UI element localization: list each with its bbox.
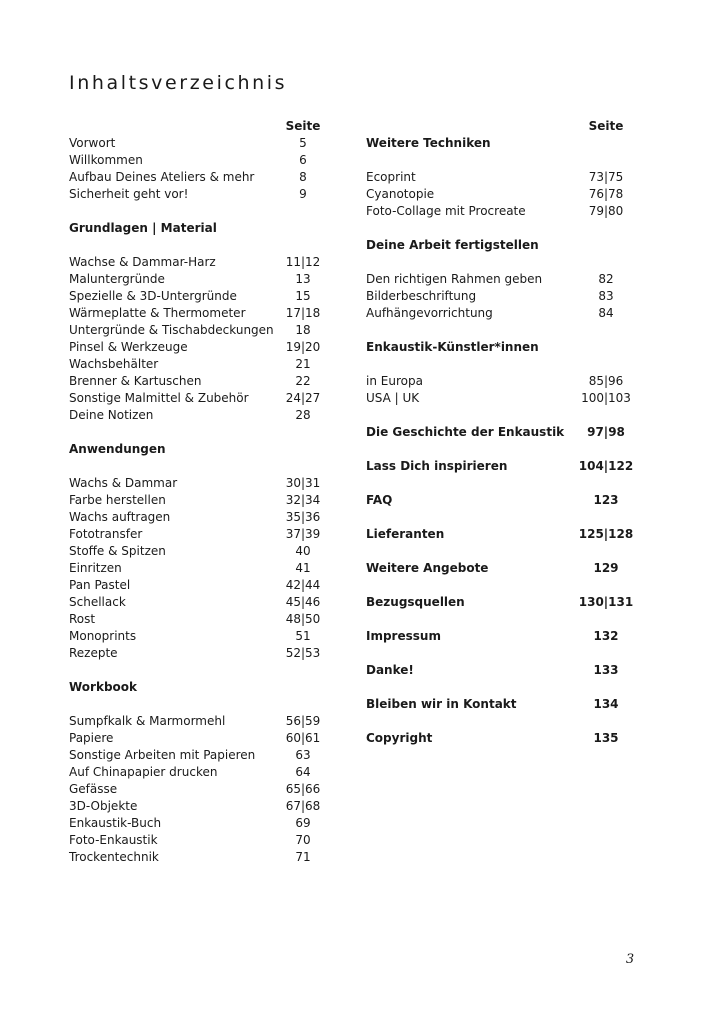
- toc-section-heading: [366, 730, 638, 747]
- toc-entry-page: 73|75: [588, 170, 624, 184]
- toc-entry-label: Enkaustik-Künstler*innen: [366, 340, 539, 354]
- toc-entry: [69, 254, 329, 271]
- toc-entry-label: Lass Dich inspirieren: [366, 459, 508, 473]
- toc-spacer: [366, 254, 638, 271]
- toc-spacer: [69, 458, 329, 475]
- toc-entry-page: 9: [299, 187, 307, 201]
- toc-entry-label: Anwendungen: [69, 442, 166, 456]
- toc-spacer: [366, 679, 638, 696]
- toc-entry-label: Untergründe & Tischabdeckungen: [69, 323, 274, 337]
- toc-section-heading: [69, 220, 329, 237]
- toc-section-heading: [69, 679, 329, 696]
- toc-spacer: [366, 611, 638, 628]
- toc-entry-page: 28: [295, 408, 311, 422]
- toc-entry: [69, 169, 329, 186]
- toc-section-heading: [366, 526, 638, 543]
- toc-entry: [69, 543, 329, 560]
- toc-entry: [69, 288, 329, 305]
- toc-entry: [69, 611, 329, 628]
- toc-entry-label: Fototransfer: [69, 527, 143, 541]
- toc-entry-label: Pan Pastel: [69, 578, 131, 592]
- toc-entry-page: 100|103: [581, 391, 631, 405]
- toc-entry: [69, 509, 329, 526]
- toc-entry-page: 19|20: [285, 340, 321, 354]
- toc-entry: [69, 747, 329, 764]
- toc-entry-page: 22: [295, 374, 311, 388]
- toc-entry-label: Rost: [69, 612, 96, 626]
- toc-entry-page: 76|78: [588, 187, 624, 201]
- toc-entry-page: 13: [295, 272, 311, 286]
- toc-entry-label: Rezepte: [69, 646, 118, 660]
- toc-spacer: [69, 424, 329, 441]
- toc-entry-page: 21: [295, 357, 311, 371]
- toc-entry-label: Lieferanten: [366, 527, 445, 541]
- toc-entry-label: Aufhängevorrichtung: [366, 306, 493, 320]
- seite-header: Seite: [588, 119, 624, 133]
- toc-entry-page: 41: [295, 561, 311, 575]
- toc-entry: [69, 390, 329, 407]
- toc-entry-page: 85|96: [588, 374, 624, 388]
- toc-entry-label: Sumpfkalk & Marmormehl: [69, 714, 226, 728]
- toc-spacer: [366, 322, 638, 339]
- seite-header: Seite: [285, 119, 321, 133]
- toc-entry-page: 8: [299, 170, 307, 184]
- toc-spacer: [366, 645, 638, 662]
- toc-entry: [366, 305, 638, 322]
- toc-entry-page: 37|39: [285, 527, 321, 541]
- toc-entry-page: 5: [299, 136, 307, 150]
- toc-entry-label: Farbe herstellen: [69, 493, 166, 507]
- toc-entry-page: 97|98: [587, 425, 625, 439]
- toc-entry-page: 123: [593, 493, 619, 507]
- toc-entry-label: Workbook: [69, 680, 138, 694]
- toc-entry-label: Weitere Angebote: [366, 561, 489, 575]
- toc-entry-label: Foto-Enkaustik: [69, 833, 158, 847]
- toc-spacer: [366, 407, 638, 424]
- toc-section-heading: [69, 441, 329, 458]
- toc-entry-label: Den richtigen Rahmen geben: [366, 272, 543, 286]
- toc-entry: [69, 781, 329, 798]
- toc-entry: [69, 356, 329, 373]
- toc-entry-page: 6: [299, 153, 307, 167]
- toc-spacer: [366, 152, 638, 169]
- toc-entry: [69, 152, 329, 169]
- toc-entry-label: Bilderbeschriftung: [366, 289, 477, 303]
- toc-entry: [69, 645, 329, 662]
- toc-section-heading: [366, 458, 638, 475]
- toc-entry-label: Enkaustik-Buch: [69, 816, 162, 830]
- toc-entry-page: 18: [295, 323, 311, 337]
- toc-entry: [69, 577, 329, 594]
- toc-entry-page: 63: [295, 748, 311, 762]
- toc-entry-label: Schellack: [69, 595, 126, 609]
- toc-entry-label: Deine Notizen: [69, 408, 154, 422]
- toc-entry: [69, 305, 329, 322]
- toc-entry-label: Grundlagen | Material: [69, 221, 217, 235]
- toc-entry-label: Sonstige Arbeiten mit Papieren: [69, 748, 256, 762]
- toc-column-right: [366, 118, 638, 747]
- toc-section-heading: [366, 594, 638, 611]
- toc-entry-page: 130|131: [578, 595, 634, 609]
- toc-section-heading: [366, 628, 638, 645]
- toc-entry: [69, 832, 329, 849]
- page-number: 3: [625, 952, 635, 967]
- toc-entry-page: 15: [295, 289, 311, 303]
- toc-entry: [366, 271, 638, 288]
- toc-entry-page: 104|122: [578, 459, 634, 473]
- toc-entry-label: Stoffe & Spitzen: [69, 544, 166, 558]
- toc-section-heading: [366, 339, 638, 356]
- toc-entry-label: Wachs auftragen: [69, 510, 171, 524]
- toc-entry: [69, 764, 329, 781]
- toc-spacer: [366, 220, 638, 237]
- toc-entry: [69, 492, 329, 509]
- toc-entry: [69, 339, 329, 356]
- toc-entry-page: 45|46: [285, 595, 321, 609]
- toc-entry-page: 17|18: [285, 306, 321, 320]
- toc-entry: [366, 390, 638, 407]
- toc-entry-page: 67|68: [285, 799, 321, 813]
- toc-entry-label: Maluntergründe: [69, 272, 165, 286]
- toc-entry-label: Deine Arbeit fertigstellen: [366, 238, 539, 252]
- toc-entry-page: 11|12: [285, 255, 321, 269]
- toc-entry-label: Weitere Techniken: [366, 136, 491, 150]
- toc-section-heading: [366, 424, 638, 441]
- toc-entry-label: FAQ: [366, 493, 393, 507]
- toc-entry-label: Papiere: [69, 731, 114, 745]
- toc-section-heading: [69, 118, 329, 135]
- toc-entry-label: Wachse & Dammar-Harz: [69, 255, 216, 269]
- toc-entry-label: Bezugsquellen: [366, 595, 465, 609]
- toc-column-left: [69, 118, 329, 866]
- toc-entry-label: Einritzen: [69, 561, 122, 575]
- toc-entry-page: 48|50: [285, 612, 321, 626]
- toc-entry-page: 30|31: [285, 476, 321, 490]
- toc-spacer: [69, 662, 329, 679]
- toc-entry-label: Bleiben wir in Kontakt: [366, 697, 517, 711]
- toc-spacer: [366, 713, 638, 730]
- toc-entry: [69, 373, 329, 390]
- toc-entry-page: 135: [593, 731, 619, 745]
- toc-spacer: [69, 237, 329, 254]
- toc-entry: [69, 560, 329, 577]
- toc-entry: [366, 288, 638, 305]
- toc-entry: [69, 186, 329, 203]
- toc-entry-page: 125|128: [578, 527, 634, 541]
- toc-entry-label: Aufbau Deines Ateliers & mehr: [69, 170, 255, 184]
- toc-entry-label: Willkommen: [69, 153, 143, 167]
- toc-spacer: [366, 577, 638, 594]
- toc-entry-label: Ecoprint: [366, 170, 416, 184]
- toc-entry-label: Danke!: [366, 663, 414, 677]
- toc-section-heading: [366, 118, 638, 135]
- toc-entry: [69, 475, 329, 492]
- toc-entry-label: Cyanotopie: [366, 187, 435, 201]
- toc-entry-page: 132: [593, 629, 619, 643]
- toc-entry-label: Pinsel & Werkzeuge: [69, 340, 188, 354]
- toc-entry: [69, 798, 329, 815]
- toc-entry-page: 133: [593, 663, 619, 677]
- toc-entry: [69, 815, 329, 832]
- toc-entry-page: 82: [598, 272, 614, 286]
- toc-entry-label: Gefässe: [69, 782, 118, 796]
- toc-section-heading: [366, 237, 638, 254]
- toc-entry: [69, 135, 329, 152]
- toc-entry: [366, 203, 638, 220]
- toc-entry: [69, 713, 329, 730]
- page-title: Inhaltsverzeichnis: [69, 72, 288, 94]
- toc-entry-page: 79|80: [588, 204, 624, 218]
- toc-spacer: [366, 356, 638, 373]
- toc-entry-label: USA | UK: [366, 391, 420, 405]
- toc-spacer: [366, 475, 638, 492]
- toc-entry-page: 83: [598, 289, 614, 303]
- toc-entry-page: 69: [295, 816, 311, 830]
- toc-entry-page: 134: [593, 697, 619, 711]
- toc-entry-page: 65|66: [285, 782, 321, 796]
- toc-entry-page: 24|27: [285, 391, 321, 405]
- toc-entry-page: 42|44: [285, 578, 321, 592]
- toc-entry: [69, 730, 329, 747]
- toc-entry-label: Trockentechnik: [69, 850, 159, 864]
- toc-entry-label: Spezielle & 3D-Untergründe: [69, 289, 237, 303]
- toc-section-heading: [366, 662, 638, 679]
- toc-entry: [69, 849, 329, 866]
- toc-spacer: [366, 441, 638, 458]
- toc-entry-page: 71: [295, 850, 311, 864]
- toc-entry-label: 3D-Objekte: [69, 799, 138, 813]
- toc-entry-page: 35|36: [285, 510, 321, 524]
- toc-entry-label: Die Geschichte der Enkaustik: [366, 425, 565, 439]
- toc-entry-label: Sonstige Malmittel & Zubehör: [69, 391, 249, 405]
- toc-entry: [69, 407, 329, 424]
- toc-entry-label: Wachsbehälter: [69, 357, 159, 371]
- toc-section-heading: [366, 696, 638, 713]
- toc-entry-label: Wachs & Dammar: [69, 476, 178, 490]
- toc-entry-page: 64: [295, 765, 311, 779]
- toc-entry-page: 52|53: [285, 646, 321, 660]
- toc-entry-page: 40: [295, 544, 311, 558]
- toc-entry-label: Monoprints: [69, 629, 137, 643]
- toc-entry-label: Impressum: [366, 629, 441, 643]
- toc-entry: [366, 186, 638, 203]
- toc-entry: [69, 271, 329, 288]
- toc-spacer: [366, 509, 638, 526]
- toc-entry-page: 60|61: [285, 731, 321, 745]
- toc-entry-label: Auf Chinapapier drucken: [69, 765, 218, 779]
- toc-entry-page: 84: [598, 306, 614, 320]
- toc-entry: [69, 594, 329, 611]
- toc-entry: [69, 322, 329, 339]
- toc-entry-label: Wärmeplatte & Thermometer: [69, 306, 246, 320]
- toc-section-heading: [366, 492, 638, 509]
- toc-entry-label: Copyright: [366, 731, 433, 745]
- toc-entry: [366, 373, 638, 390]
- toc-entry-label: Brenner & Kartuschen: [69, 374, 202, 388]
- toc-entry-page: 56|59: [285, 714, 321, 728]
- toc-entry-page: 32|34: [285, 493, 321, 507]
- toc-section-heading: [366, 135, 638, 152]
- toc-entry-label: in Europa: [366, 374, 423, 388]
- toc-entry-label: Vorwort: [69, 136, 116, 150]
- toc-section-heading: [366, 560, 638, 577]
- toc-spacer: [366, 543, 638, 560]
- toc-entry-label: Foto-Collage mit Procreate: [366, 204, 526, 218]
- toc-spacer: [69, 203, 329, 220]
- toc-entry: [366, 169, 638, 186]
- toc-entry-page: 129: [593, 561, 619, 575]
- toc-entry-page: 51: [295, 629, 311, 643]
- toc-entry-page: 70: [295, 833, 311, 847]
- toc-entry-label: Sicherheit geht vor!: [69, 187, 189, 201]
- toc-entry: [69, 526, 329, 543]
- toc-spacer: [69, 696, 329, 713]
- toc-entry: [69, 628, 329, 645]
